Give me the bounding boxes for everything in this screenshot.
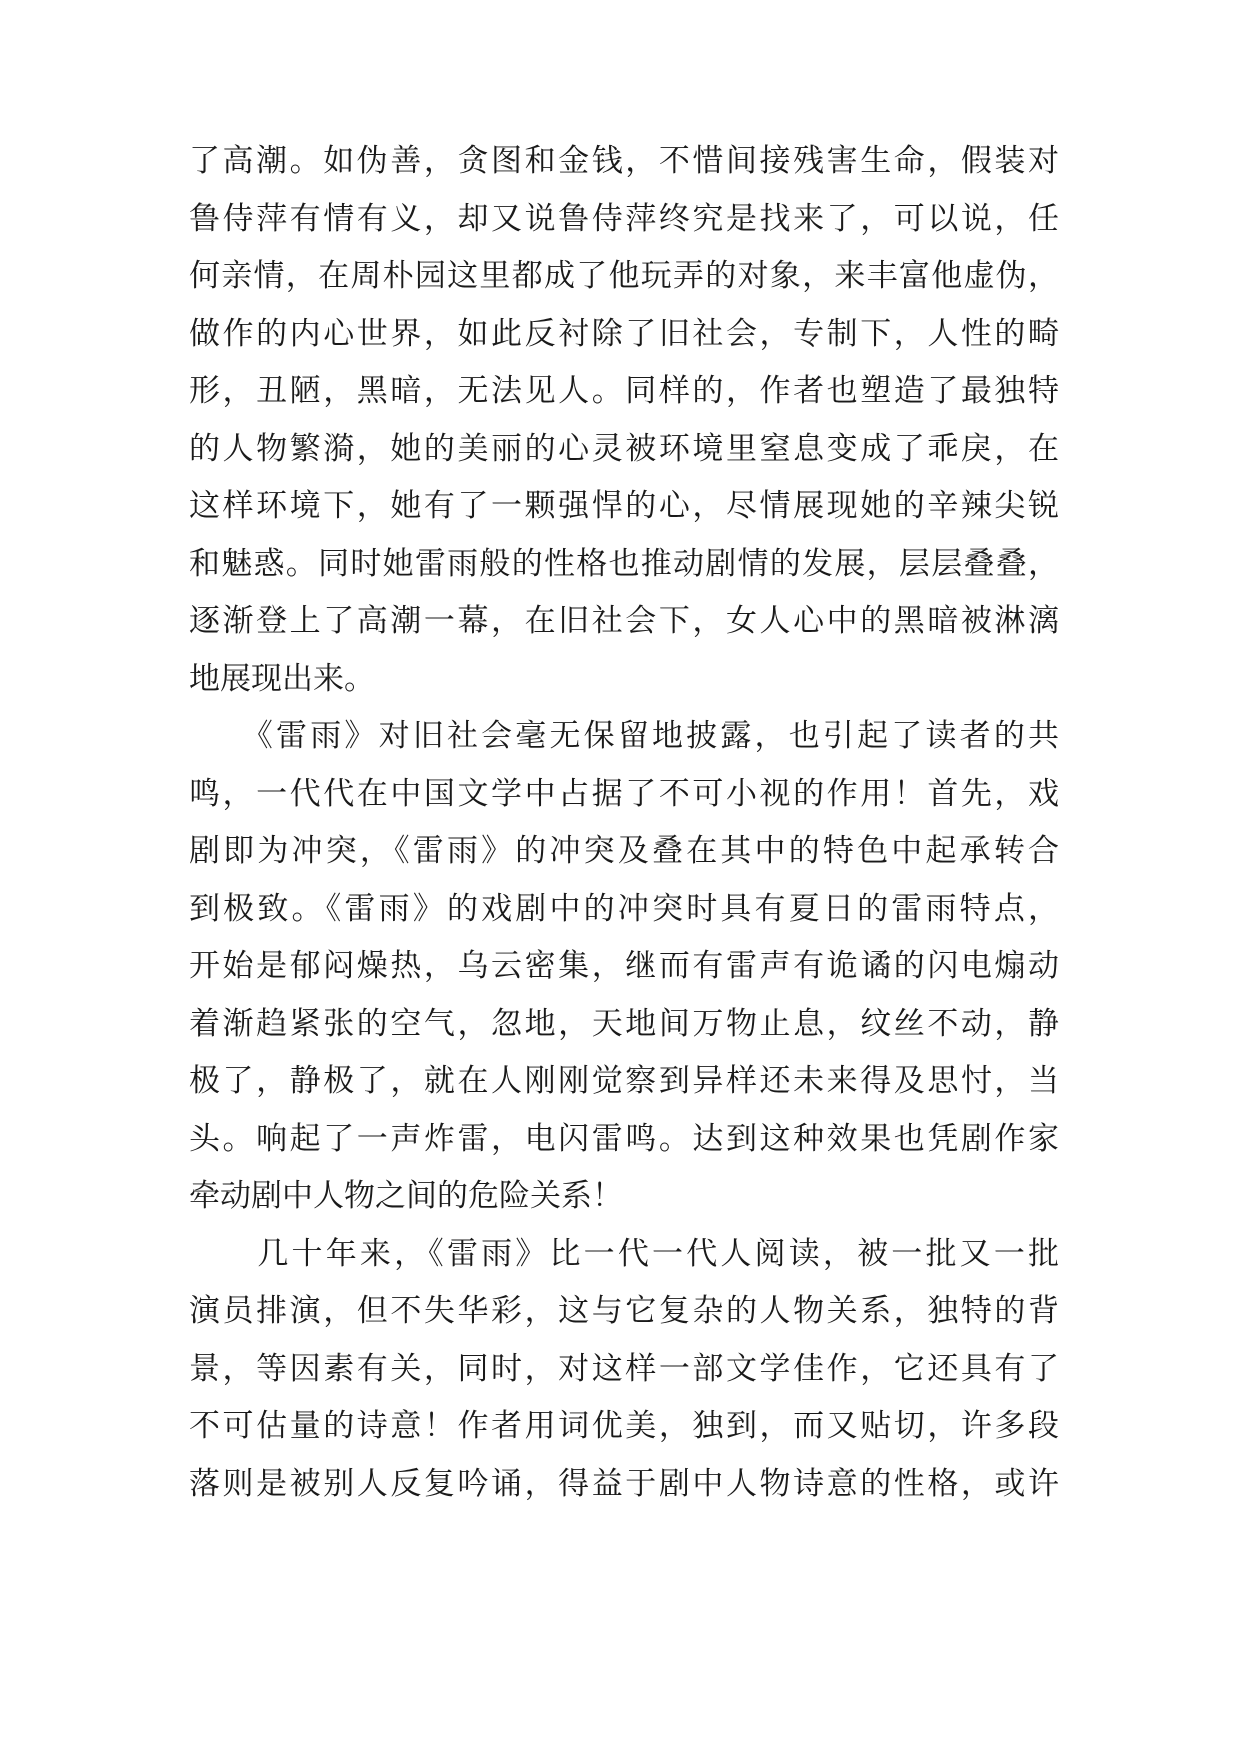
paragraph-2 — [189, 708, 1059, 1226]
text-line: 剧即为冲突，《雷雨》的冲突及叠在其中的特色中起承转合 — [189, 833, 1059, 869]
text-line: 几十年来，《雷雨》比一代一代人阅读，被一批又一批 — [189, 1235, 1059, 1272]
text-line: 鲁侍萍有情有义，却又说鲁侍萍终究是找来了，可以说，任 — [189, 200, 1059, 237]
text-line: 鸣，一代代在中国文学中占据了不可小视的作用！首先，戏 — [189, 775, 1059, 812]
paragraph-1 — [189, 133, 1059, 708]
text-line: 和魅惑。同时她雷雨般的性格也推动剧情的发展，层层叠叠， — [189, 545, 1059, 582]
text-line: 的人物繁漪，她的美丽的心灵被环境里窒息变成了乖戾，在 — [189, 430, 1059, 467]
text-line: 景，等因素有关，同时，对这样一部文学佳作，它还具有了 — [189, 1350, 1059, 1387]
text-line: 开始是郁闷燥热，乌云密集，继而有雷声有诡谲的闪电煽动 — [189, 948, 1059, 984]
text-line: 牵动剧中人物之间的危险关系！ — [189, 1178, 623, 1214]
text-line: 这样环境下，她有了一颗强悍的心，尽情展现她的辛辣尖锐 — [189, 488, 1059, 524]
text-line: 到极致。《雷雨》的戏剧中的冲突时具有夏日的雷雨特点， — [189, 890, 1059, 927]
body-text — [189, 133, 1059, 1513]
text-line: 了高潮。如伪善，贪图和金钱，不惜间接残害生命，假装对 — [189, 143, 1059, 179]
text-line: 极了，静极了，就在人刚刚觉察到异样还未来得及思忖，当 — [189, 1063, 1059, 1099]
text-line: 着渐趋紧张的空气，忽地，天地间万物止息，纹丝不动，静 — [189, 1005, 1059, 1042]
text-line: 形，丑陋，黑暗，无法见人。同样的，作者也塑造了最独特 — [189, 373, 1059, 409]
text-line: 演员排演，但不失华彩，这与它复杂的人物关系，独特的背 — [189, 1293, 1059, 1329]
text-line: 《雷雨》对旧社会毫无保留地披露，也引起了读者的共 — [189, 718, 1059, 754]
text-line: 不可估量的诗意！作者用词优美，独到，而又贴切，许多段 — [189, 1408, 1059, 1444]
text-line: 逐渐登上了高潮一幕，在旧社会下，女人心中的黑暗被淋漓 — [189, 603, 1059, 639]
text-line: 地展现出来。 — [189, 660, 375, 697]
text-line: 何亲情，在周朴园这里都成了他玩弄的对象，来丰富他虚伪， — [189, 258, 1059, 294]
text-line: 做作的内心世界，如此反衬除了旧社会，专制下，人性的畸 — [189, 315, 1059, 352]
text-line: 落则是被别人反复吟诵，得益于剧中人物诗意的性格，或许 — [189, 1465, 1059, 1502]
text-line: 头。响起了一声炸雷，电闪雷鸣。达到这种效果也凭剧作家 — [189, 1120, 1059, 1157]
paragraph-3 — [189, 1226, 1059, 1514]
